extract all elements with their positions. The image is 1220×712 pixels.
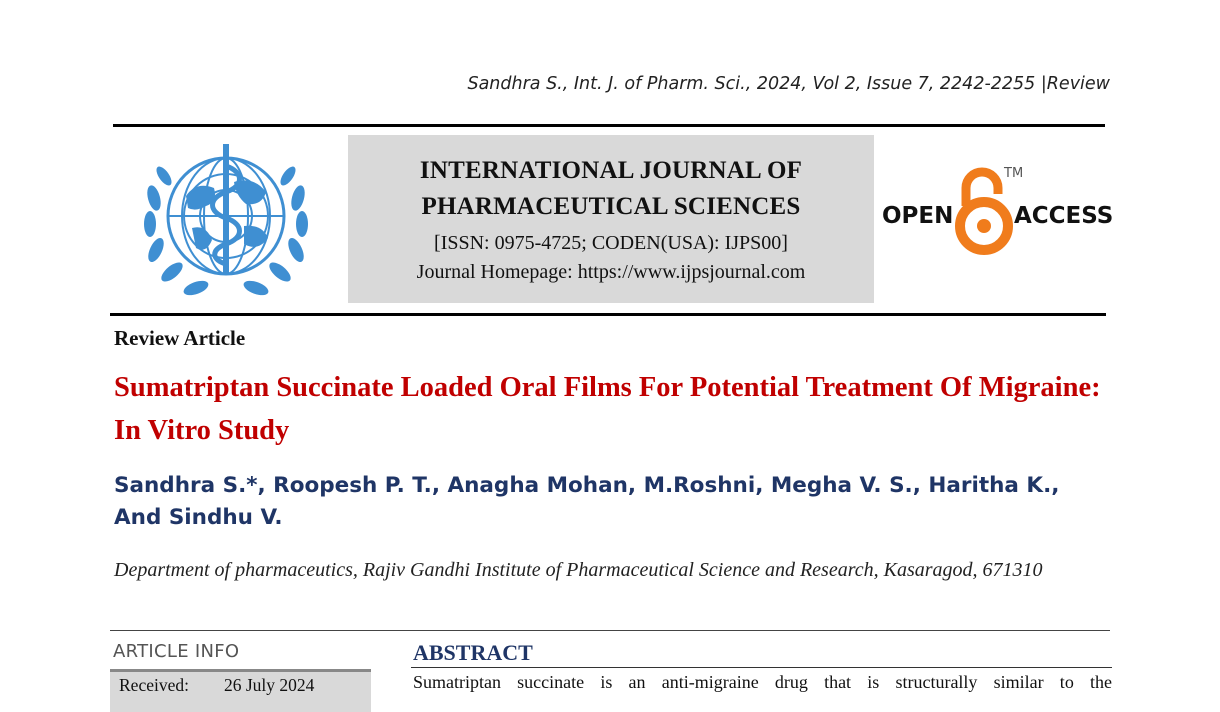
header-bottom-rule: [110, 313, 1106, 316]
article-title: Sumatriptan Succinate Loaded Oral Films For Potential Treatment Of Migraine: In Vitro Study: [114, 372, 1101, 446]
abstract-rule: [411, 667, 1112, 668]
author-list: Sandhra S.*, Roopesh P. T., Anagha Mohan, M.Roshni, Megha V. S., Haritha K., And Sindhu V.: [114, 473, 1060, 530]
article-type: Review Article: [114, 326, 246, 350]
trademark-mark: TM: [1004, 166, 1024, 181]
author-affiliation: Department of pharmaceutics, Rajiv Gandhi Institute of Pharmaceutical Science and Research, Kasaragod, 671310: [114, 559, 1043, 581]
received-date: 26 July 2024: [224, 675, 315, 695]
open-access-open: OPEN: [882, 203, 954, 229]
journal-issn: [ISSN: 0975-4725; CODEN(USA): IJPS00]: [434, 232, 788, 254]
received-label: Received:: [119, 675, 189, 695]
open-access-access: ACCESS: [1014, 203, 1114, 229]
journal-emblem-icon: [126, 136, 326, 306]
journal-name-line2: PHARMACEUTICAL SCIENCES: [421, 193, 801, 220]
header-top-rule: [113, 124, 1105, 127]
open-access-logo: [880, 160, 1114, 260]
article-info-heading: ARTICLE INFO: [113, 641, 240, 662]
journal-name-line1: INTERNATIONAL JOURNAL OF: [419, 157, 803, 184]
abstract-heading: ABSTRACT: [413, 640, 533, 665]
journal-banner: [348, 135, 874, 303]
abstract-text: Sumatriptan succinate is an anti-migraine drug that is structurally similar to the: [413, 672, 1112, 692]
section-divider: [110, 630, 1110, 631]
journal-homepage: Journal Homepage: https://www.ijpsjournal.com: [416, 261, 806, 283]
running-head: Sandhra S., Int. J. of Pharm. Sci., 2024, Vol 2, Issue 7, 2242-2255 |Review: [467, 74, 1110, 94]
